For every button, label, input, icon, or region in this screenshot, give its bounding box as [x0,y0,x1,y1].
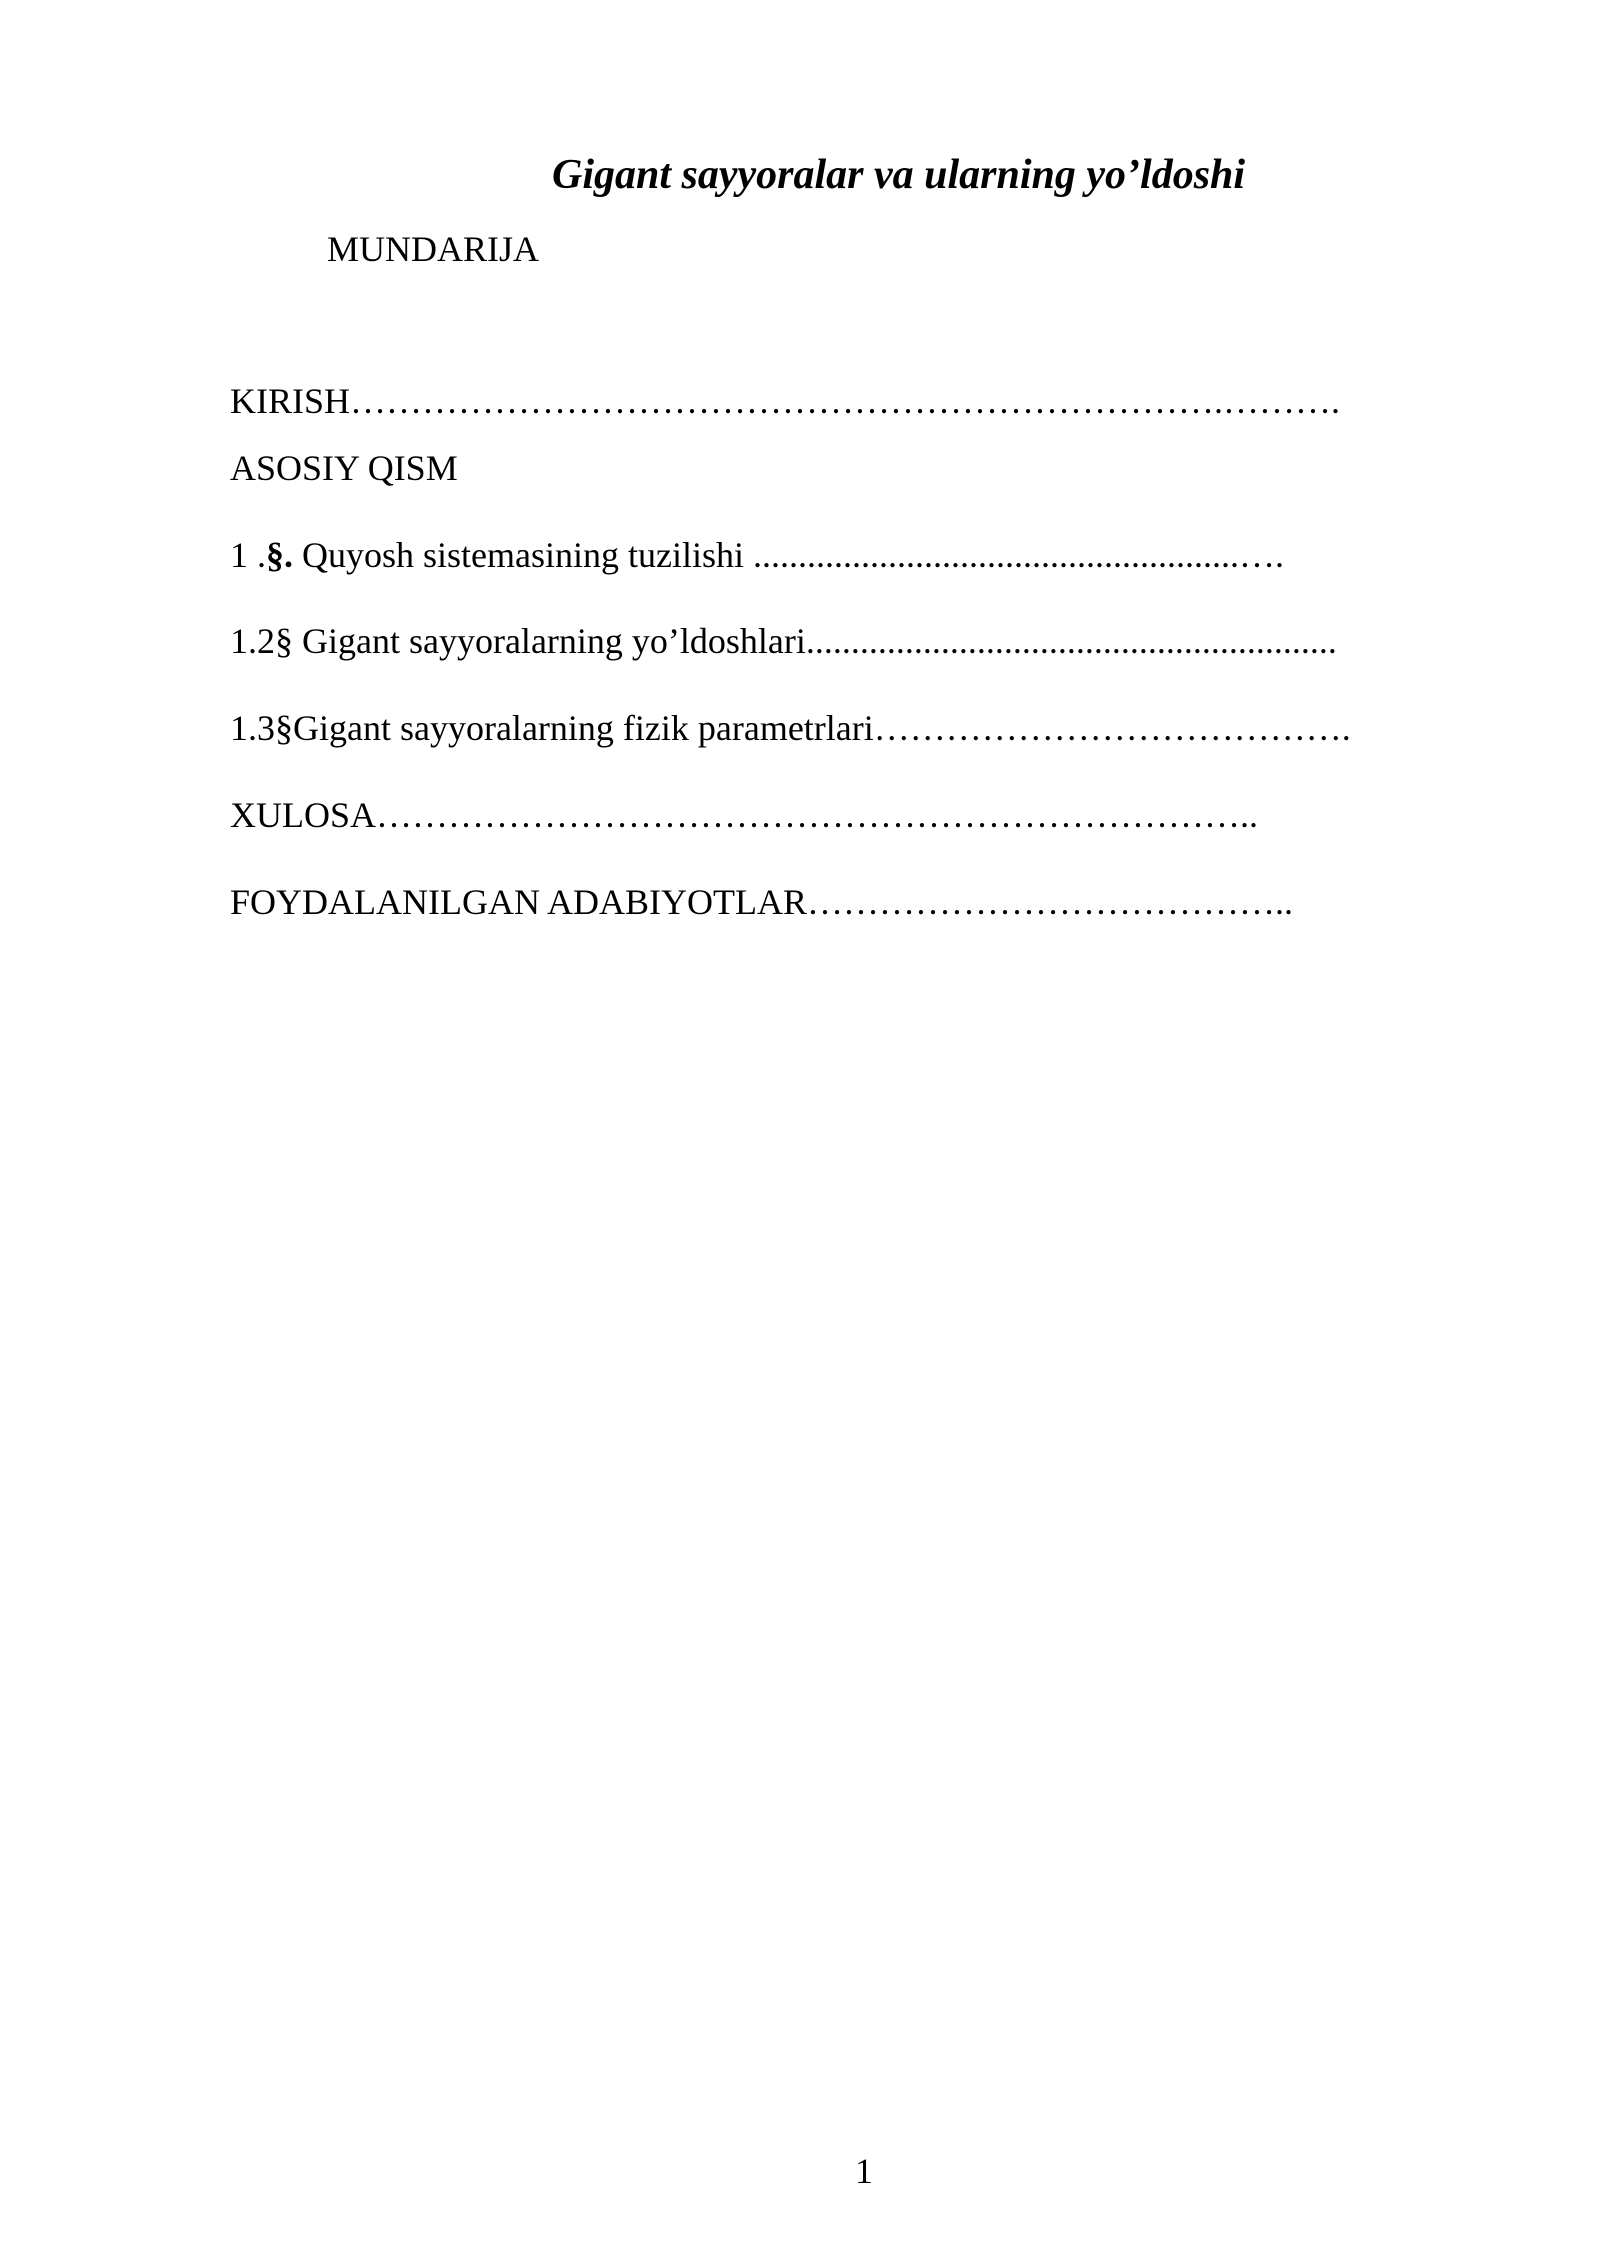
section-symbol: §. [266,535,293,575]
document-title: Gigant sayyoralar va ularning yo’ldoshi [552,152,1246,198]
toc-item-1 [230,534,1284,577]
page-number: 1 [855,2151,873,2191]
toc-intro: KIRISH……………………………………………………………….………. [230,381,1341,421]
toc-references: FOYDALANILGAN ADABIYOTLAR………………………………….. [230,882,1293,922]
toc-item-2: 1.2§ Gigant sayyoralarning yo’ldoshlari........................................................... [230,621,1337,661]
toc-item-1-text: Quyosh sistemasining tuzilishi ......................................................…. [293,535,1285,575]
toc-main-part: ASOSIY QISM [230,448,458,488]
contents-heading: MUNDARIJA [327,229,540,269]
toc-item-1-number: 1 . [230,535,266,575]
toc-conclusion: XULOSA……………………………………………………………….. [230,795,1259,835]
toc-item-3: 1.3§Gigant sayyoralarning fizik parametrlari…………………………………. [230,708,1351,748]
